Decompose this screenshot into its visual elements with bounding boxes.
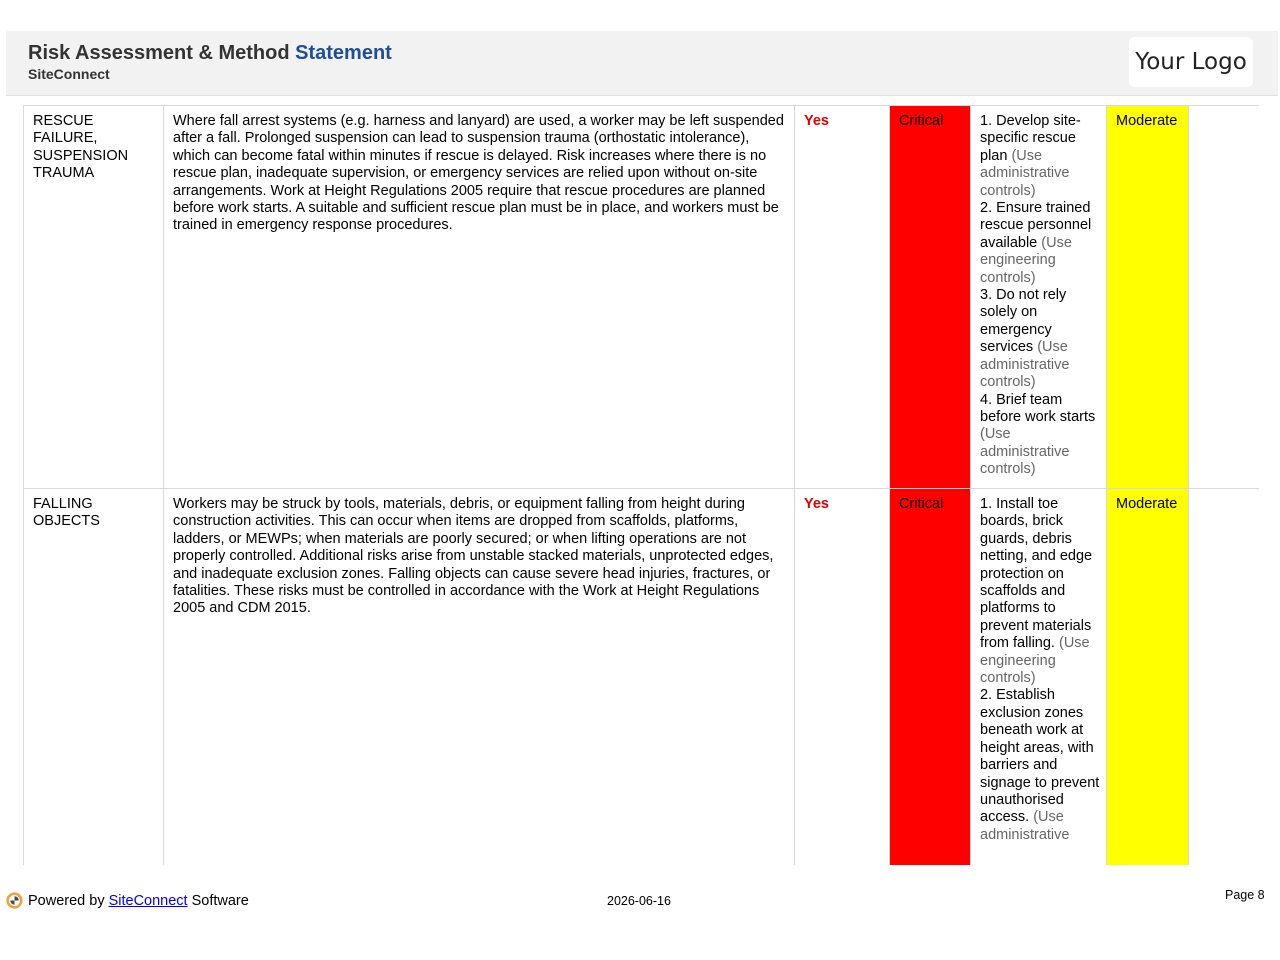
table-row	[24, 106, 1260, 489]
control-item	[980, 287, 1100, 391]
control-item	[980, 687, 1100, 844]
empty-cell	[1189, 106, 1260, 489]
control-item	[980, 113, 1100, 200]
control-text: 4. Brief team before work starts	[980, 391, 1096, 425]
page-header	[6, 31, 1278, 96]
control-type-note: (Use engineering controls)	[980, 635, 1090, 687]
applicable-value: Yes	[804, 113, 829, 129]
powered-by	[6, 892, 249, 909]
initial-risk-value: Critical	[899, 113, 944, 129]
applicable-value: Yes	[804, 496, 829, 512]
control-text: 3. Do not rely solely on emergency services	[980, 287, 1067, 356]
control-type-note: (Use administrative controls)	[980, 147, 1070, 199]
logo-placeholder	[1129, 37, 1253, 87]
residual-risk-value: Moderate	[1116, 496, 1178, 512]
hazard-description: Where fall arrest systems (e.g. harness and lanyard) are used, a worker may be left suspended after a fall. Prolonged suspension can lead to suspension trauma (orthostatic intolerance), which can become fatal within minutes if rescue is delayed. Risk increases where there is no rescue plan, inadequate supervision, or emergency services are relied upon without on-site arrangements. Work at Height Regulations 2005 require that rescue procedures are planned before work starts. A suitable and sufficient rescue plan must be in place, and workers must be trained in emergency response procedures.	[173, 113, 784, 234]
control-type-note: (Use administrative controls)	[980, 339, 1070, 391]
initial-risk-value: Critical	[899, 496, 944, 512]
hazard-name: RESCUE FAILURE, SUSPENSION TRAUMA	[33, 113, 129, 182]
controls-cell	[971, 106, 1107, 489]
control-type-note: (Use administrative controls)	[980, 426, 1070, 478]
controls-cell	[971, 489, 1107, 866]
title-accent: Statement	[295, 42, 392, 64]
siteconnect-link[interactable]: SiteConnect	[108, 892, 188, 909]
residual-risk-value: Moderate	[1116, 113, 1178, 129]
control-item	[980, 392, 1100, 479]
residual-risk-cell	[1107, 489, 1189, 866]
risk-table-container[interactable]	[23, 105, 1259, 865]
description-cell	[164, 489, 795, 866]
company-name: SiteConnect	[28, 66, 110, 82]
control-text: 1. Develop site-specific rescue plan	[980, 113, 1081, 164]
hazard-description: Workers may be struck by tools, materials, debris, or equipment falling from height during construction activities. This can occur when items are dropped from scaffolds, platforms, ladders, or MEWPs; when materials are poorly secured; or when lifting operations are not properly controlled. Additional risks arise from unstable stacked materials, unprotected edges, and inadequate exclusion zones. Falling objects can cause severe head injuries, fractures, or fatalities. These risks must be controlled in accordance with the Work at Height Regulations 2005 and CDM 2015.	[173, 496, 774, 617]
applicable-cell	[795, 489, 890, 866]
initial-risk-cell	[890, 489, 971, 866]
hazard-cell	[24, 106, 164, 489]
control-text: 2. Ensure trained rescue personnel available	[980, 200, 1092, 251]
initial-risk-cell	[890, 106, 971, 489]
powered-suffix: Software	[191, 892, 249, 909]
description-cell	[164, 106, 795, 489]
siteconnect-logo-icon	[6, 892, 23, 909]
control-item	[980, 200, 1100, 287]
powered-prefix: Powered by	[28, 892, 105, 909]
page-title	[28, 42, 392, 65]
control-type-note: (Use administrative	[980, 809, 1070, 843]
table-row	[24, 489, 1260, 866]
logo-text: Your Logo	[1135, 49, 1247, 75]
residual-risk-cell	[1107, 106, 1189, 489]
control-text: 2. Establish exclusion zones beneath work at height areas, with barriers and signage to prevent unauthorised access.	[980, 687, 1100, 826]
page-number: Page 8	[1225, 888, 1265, 902]
risk-table	[23, 105, 1259, 865]
applicable-cell	[795, 106, 890, 489]
title-main: Risk Assessment & Method	[28, 42, 290, 64]
control-item	[980, 496, 1100, 687]
empty-cell	[1189, 489, 1260, 866]
hazard-name: FALLING OBJECTS	[33, 496, 100, 530]
control-text: 1. Install toe boards, brick guards, debris netting, and edge protection on scaffolds and platforms to prevent materials from falling.	[980, 496, 1093, 652]
footer-date: 2026-06-16	[607, 894, 671, 908]
hazard-cell	[24, 489, 164, 866]
control-type-note: (Use engineering controls)	[980, 234, 1072, 286]
